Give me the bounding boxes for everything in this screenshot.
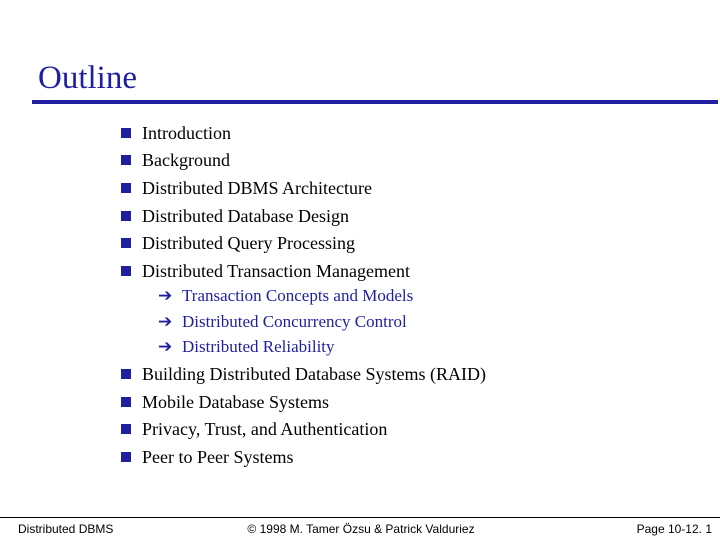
list-item-label: Distributed Transaction Management <box>142 261 410 281</box>
square-bullet-icon <box>121 128 131 138</box>
sub-list-item <box>0 283 720 309</box>
footer-course-title: Distributed DBMS <box>18 522 114 536</box>
list-item <box>0 444 720 470</box>
footer-page-number: Page 10-12. 1 <box>636 522 712 536</box>
list-item <box>0 389 720 415</box>
square-bullet-icon <box>121 452 131 462</box>
sub-list-item <box>0 309 720 335</box>
list-item-label: Distributed DBMS Architecture <box>142 178 372 198</box>
list-item <box>0 258 720 284</box>
list-item-label: Background <box>142 150 230 170</box>
square-bullet-icon <box>121 369 131 379</box>
square-bullet-icon <box>121 238 131 248</box>
right-arrow-icon: ➔ <box>158 286 173 306</box>
square-bullet-icon <box>121 155 131 165</box>
right-arrow-icon: ➔ <box>158 337 173 357</box>
list-item <box>0 175 720 201</box>
list-item-label: Peer to Peer Systems <box>142 447 294 467</box>
list-item-label: Distributed Database Design <box>142 206 349 226</box>
sub-list-item <box>0 334 720 360</box>
list-item <box>0 120 720 146</box>
list-item-label: Building Distributed Database Systems (RAID) <box>142 364 486 384</box>
square-bullet-icon <box>121 397 131 407</box>
list-item-label: Distributed Query Processing <box>142 233 355 253</box>
slide-title: Outline <box>38 60 137 96</box>
sub-list-item-label: Distributed Concurrency Control <box>182 312 407 331</box>
list-item <box>0 230 720 256</box>
sub-list-item-label: Distributed Reliability <box>182 337 335 356</box>
list-item-label: Privacy, Trust, and Authentication <box>142 419 388 439</box>
square-bullet-icon <box>121 266 131 276</box>
list-item <box>0 361 720 387</box>
list-item <box>0 147 720 173</box>
list-item <box>0 203 720 229</box>
footer-copyright: © 1998 M. Tamer Özsu & Patrick Valduriez <box>247 522 475 536</box>
footer-rule <box>0 517 720 518</box>
square-bullet-icon <box>121 211 131 221</box>
list-item-label: Mobile Database Systems <box>142 392 329 412</box>
list-item-label: Introduction <box>142 123 231 143</box>
sub-list-item-label: Transaction Concepts and Models <box>182 286 414 305</box>
square-bullet-icon <box>121 183 131 193</box>
list-item <box>0 416 720 442</box>
right-arrow-icon: ➔ <box>158 312 173 332</box>
square-bullet-icon <box>121 424 131 434</box>
